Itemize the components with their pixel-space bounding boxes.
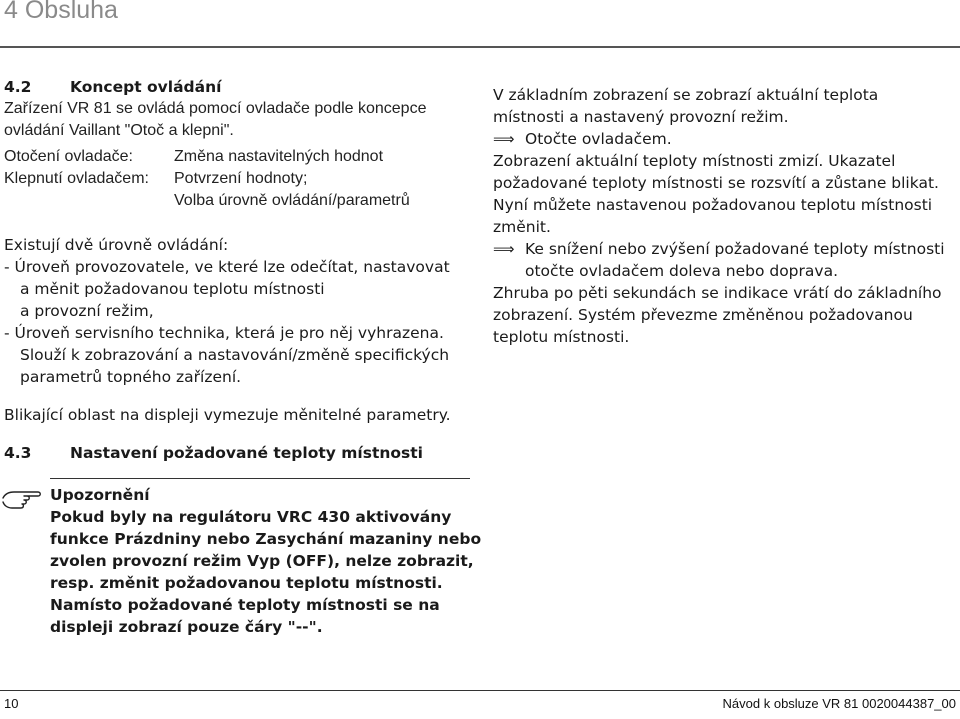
pointing-hand-icon — [2, 488, 42, 510]
right-p1-line-2: místnosti a nastavený provozní režim. — [493, 108, 789, 126]
levels-intro: Existují dvě úrovně ovládání: — [4, 236, 229, 254]
blinking-note: Blikající oblast na displeji vymezuje měnitelné parametry. — [4, 406, 451, 424]
notice-title: Upozornění — [50, 486, 150, 504]
notice-rule — [50, 478, 470, 479]
arrow-right-icon: ⟹ — [493, 130, 515, 148]
chapter-title: 4 Obsluha — [4, 0, 118, 24]
right-p1-line-1: V základním zobrazení se zobrazí aktuální teplota — [493, 86, 879, 104]
level2-line-1: - Úroveň servisního technika, která je pro něj vyhrazena. — [4, 324, 444, 342]
footer-rule — [0, 690, 960, 691]
arrow-right-icon: ⟹ — [493, 240, 515, 258]
row2-label: Klepnutí ovladačem: — [4, 170, 149, 187]
section-4-3-heading — [4, 442, 423, 464]
row2-value-2: Volba úrovně ovládání/parametrů — [174, 192, 410, 209]
level2-line-3: parametrů topného zařízení. — [20, 368, 242, 386]
step-1-text: Otočte ovladačem. — [525, 130, 672, 148]
right-p2-line-3: Nyní můžete nastavenou požadovanou teplotu místnosti — [493, 196, 933, 214]
notice-line-2: funkce Prázdniny nebo Zasychání mazaniny nebo — [50, 530, 482, 548]
section-title: Koncept ovládání — [70, 78, 222, 96]
row2-value-1: Potvrzení hodnoty; — [174, 170, 308, 187]
page-number: 10 — [4, 696, 19, 711]
level1-line-1: - Úroveň provozovatele, ve které lze odečítat, nastavovat — [4, 258, 450, 276]
row1-label: Otočení ovladače: — [4, 148, 133, 165]
section-number: 4.3 — [4, 444, 32, 462]
right-p3-line-2: zobrazení. Systém převezme změněnou požadovanou — [493, 306, 913, 324]
intro-line-1: Zařízení VR 81 se ovládá pomocí ovladače podle koncepce — [4, 100, 427, 117]
notice-line-1: Pokud byly na regulátoru VRC 430 aktivovány — [50, 508, 452, 526]
section-number: 4.2 — [4, 78, 32, 96]
level1-line-2: a měnit požadovanou teplotu místnosti — [20, 280, 325, 298]
right-p2-line-4: změnit. — [493, 218, 551, 236]
right-p2-line-2: požadované teploty místnosti se rozsvítí a zůstane blikat. — [493, 174, 939, 192]
level1-line-3: a provozní režim, — [20, 302, 154, 320]
step-2-text-cont: otočte ovladačem doleva nebo doprava. — [525, 262, 838, 280]
right-p2-line-1: Zobrazení aktuální teploty místnosti zmizí. Ukazatel — [493, 152, 896, 170]
step-2 — [493, 238, 945, 260]
notice-line-3: zvolen provozní režim Vyp (OFF), nelze zobrazit, — [50, 552, 474, 570]
header-rule — [0, 46, 960, 48]
notice-line-6: displeji zobrazí pouze čáry "--". — [50, 618, 323, 636]
notice-line-5: Namísto požadované teploty místnosti se na — [50, 596, 440, 614]
step-2-text: Ke snížení nebo zvýšení požadované teploty místnosti — [525, 240, 945, 258]
section-title: Nastavení požadované teploty místnosti — [70, 444, 423, 462]
right-p3-line-3: teplotu místnosti. — [493, 328, 630, 346]
level2-line-2: Slouží k zobrazování a nastavování/změně specifických — [20, 346, 450, 364]
right-p3-line-1: Zhruba po pěti sekundách se indikace vrátí do základního — [493, 284, 942, 302]
row1-value: Změna nastavitelných hodnot — [174, 148, 384, 165]
section-4-2-heading — [4, 76, 221, 98]
document-reference: Návod k obsluze VR 81 0020044387_00 — [722, 696, 956, 711]
intro-line-2: ovládání Vaillant "Otoč a klepni". — [4, 122, 234, 139]
notice-line-4: resp. změnit požadovanou teplotu místnosti. — [50, 574, 443, 592]
step-1 — [493, 128, 672, 150]
